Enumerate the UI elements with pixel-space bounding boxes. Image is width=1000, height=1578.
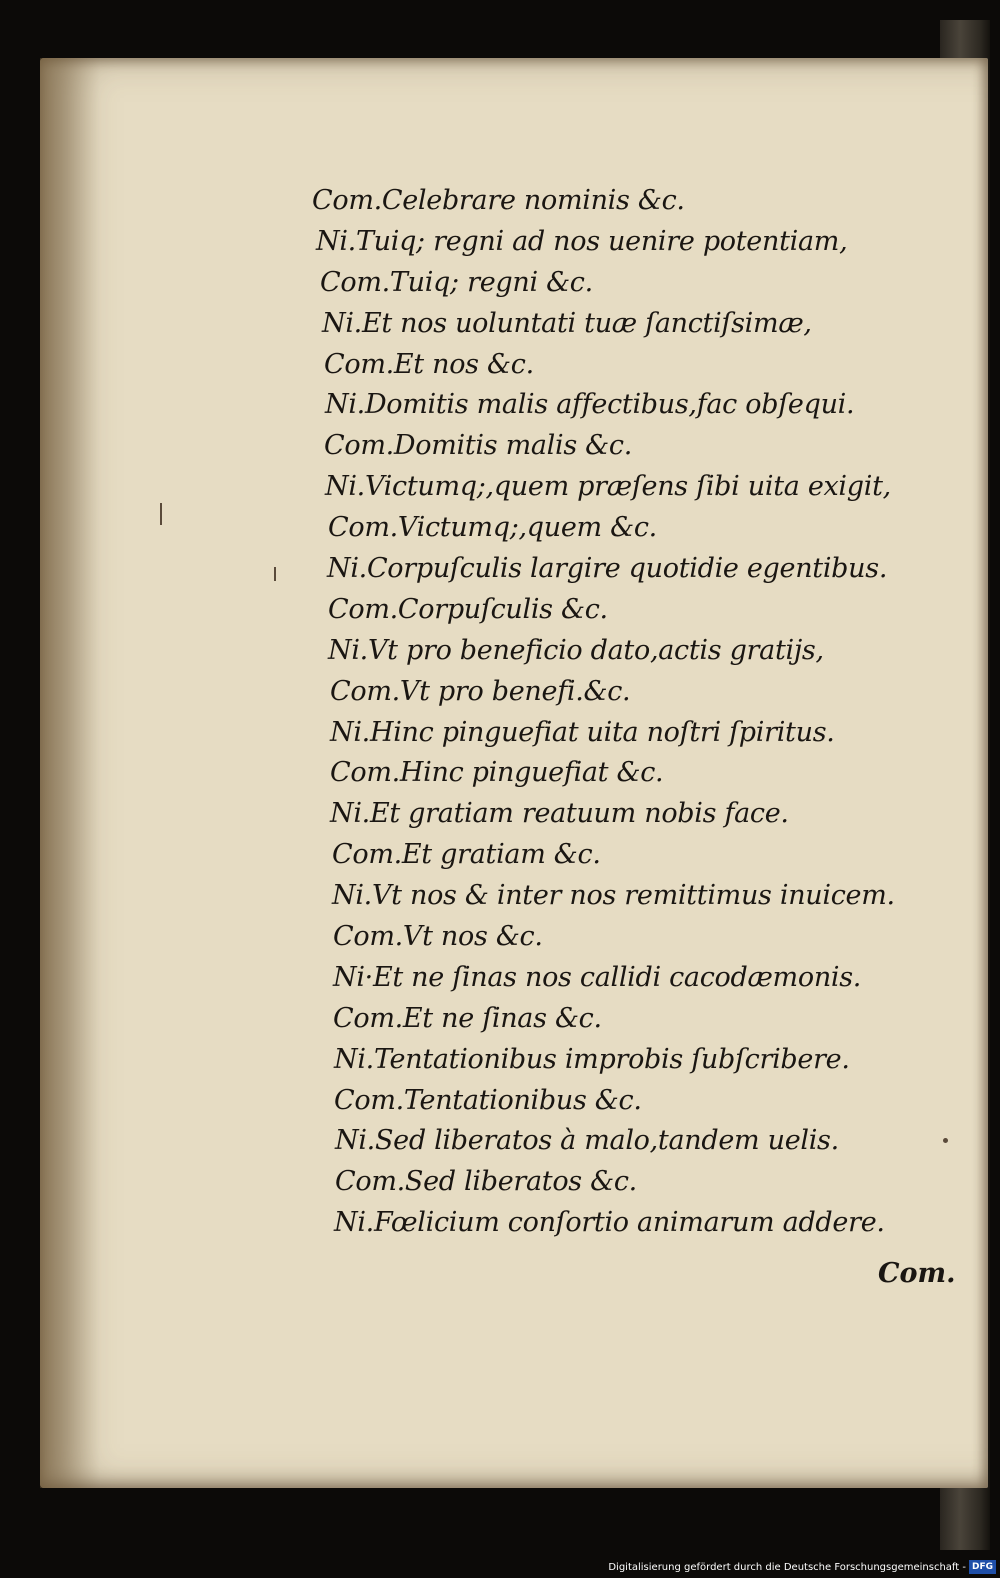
text-line: Ni.Hinc pinguefiat uita noſtri ſpiritus. [330,716,835,748]
text-line: Ni.Et nos uoluntati tuæ ſanctiſsimæ, [322,307,812,339]
text-line: Com.Domitis malis &c. [324,430,633,462]
text-line: Ni.Vt nos & inter nos remittimus inuicem. [332,880,895,912]
text-line: Ni·Et ne ſinas nos callidi cacodæmonis. [333,961,862,993]
text-line: Com.Et nos &c. [324,348,534,380]
text-line: Com.Tuiq; regni &c. [320,266,593,298]
text-line: Com.Corpuſculis &c. [328,593,608,625]
text-line: Ni.Tentationibus improbis ſubſcribere. [334,1043,850,1075]
dfg-logo: DFG [969,1560,996,1574]
text-line: Com.Et ne ſinas &c. [333,1002,602,1034]
text-line: Ni.Vt pro beneficio dato,actis gratijs, [328,634,824,666]
text-line: Com.Celebrare nominis &c. [312,185,685,216]
gutter-shadow [40,58,100,1488]
catchword: Com. [878,1258,956,1289]
text-line: Com.Tentationibus &c. [334,1084,642,1116]
text-line: Ni.Fœlicium conſortio animarum addere. [334,1207,885,1239]
text-line: Com.Vt nos &c. [333,921,543,953]
text-line: Com.Et gratiam &c. [332,839,601,871]
text-block [312,181,895,1244]
text-line: Ni.Tuiq; regni ad nos uenire potentiam, [316,225,848,257]
text-line: Com.Vt pro benefi.&c. [330,675,631,707]
digitization-footer [600,1558,1000,1578]
margin-mark [160,503,162,525]
text-line: Ni.Domitis malis affectibus,fac obſequi. [325,389,855,421]
text-line: Ni.Victumq;,quem præſens ſibi uita exigit, [325,471,891,503]
text-line: Com.Sed liberatos &c. [335,1166,637,1198]
margin-mark [274,567,276,581]
text-line: Com.Victumq;,quem &c. [328,512,657,544]
footer-credit: Digitalisierung gefördert durch die Deutsche Forschungsgemeinschaft - [608,1562,966,1573]
margin-mark [943,1138,948,1143]
text-line: Com.Hinc pinguefiat &c. [330,757,664,789]
text-line: Ni.Corpuſculis largire quotidie egentibus. [327,553,888,585]
text-line: Ni.Sed liberatos à malo,tandem uelis. [335,1125,839,1157]
text-line: Ni.Et gratiam reatuum nobis face. [330,798,789,830]
